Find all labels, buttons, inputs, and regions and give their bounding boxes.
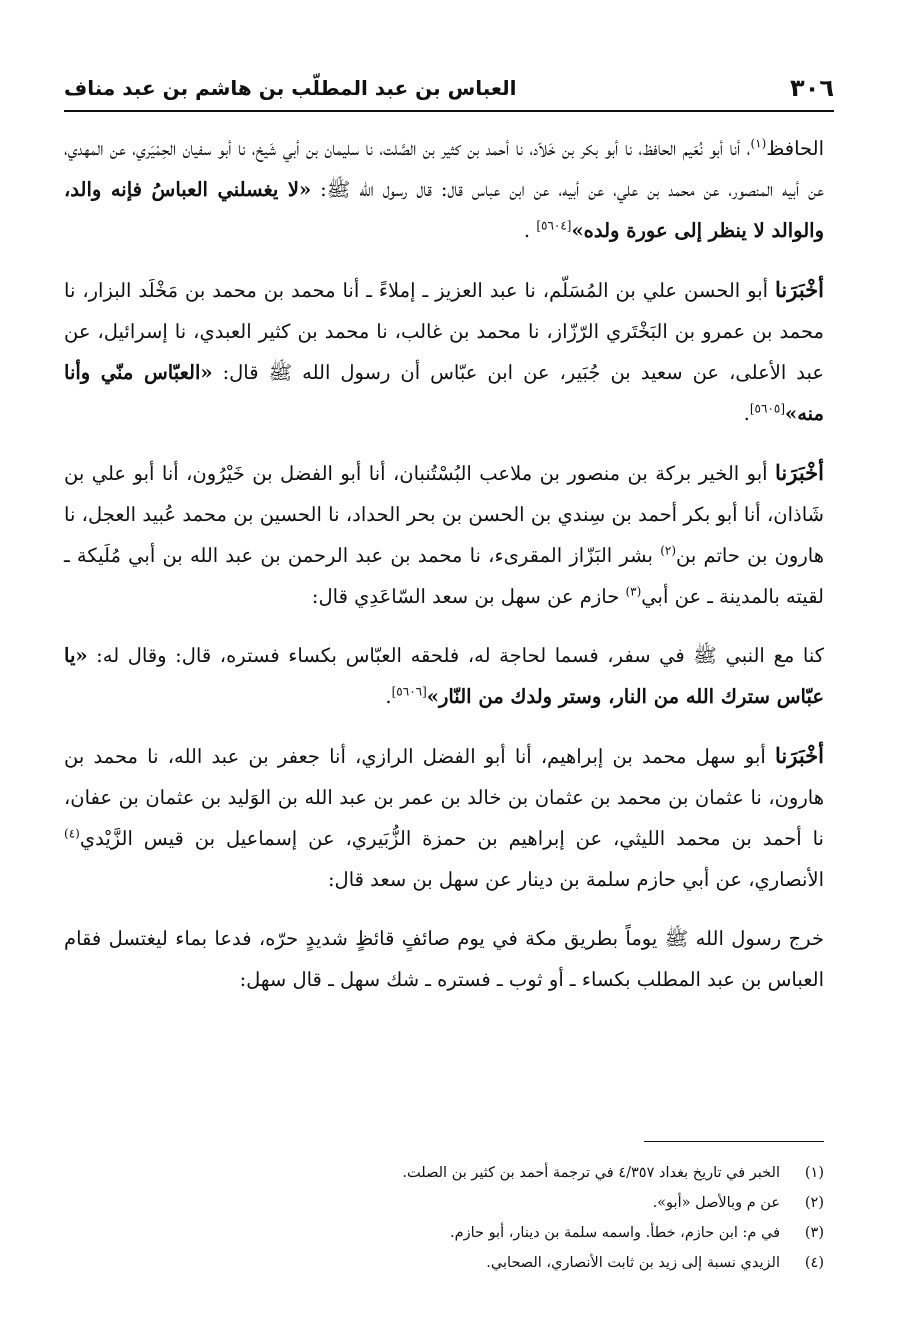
footnote-separator [644, 1141, 824, 1142]
paragraph-text: ، أنا أبو نُعَيم الحافظ، نا أبو بكر بن خَلاّد، نا أحمد بن كثير بن الصَّلت، نا سليمان بن أبي شَيخ، نا أبو سفيان الحِمْيَري، عن المهدي، عن أبيه المنصور، عن محمد بن علي، عن أبيه، عن ابن عباس قال: قال رسول الله ﷺ: [64, 137, 824, 201]
footnote-item [64, 1218, 824, 1248]
footnote-ref: (٤) [64, 826, 80, 841]
page-header [64, 66, 834, 112]
footnote-text: الخبر في تاريخ بغداد ٤/٣٥٧ في ترجمة أحمد بن كثير بن الصلت. [402, 1165, 780, 1181]
footnote-item [64, 1188, 824, 1218]
hadith-number: [٥٦٠٦] [391, 684, 427, 699]
footnotes [64, 1158, 824, 1278]
hadith-number: [٥٦٠٤] [536, 218, 572, 233]
paragraph-1 [64, 128, 824, 251]
paragraph-text: الحافظ [766, 137, 824, 160]
akhbarana-keyword: أخْبَرَنا [775, 460, 824, 485]
footnote-number: (٤) [804, 1255, 824, 1271]
footnote-number: (١) [804, 1165, 824, 1181]
footnote-number: (٢) [804, 1195, 824, 1211]
footnote-text: عن م وبالأصل «أبو». [652, 1195, 780, 1211]
paragraph-text: خرج رسول الله ﷺ يوماً بطريق مكة في يوم صائفٍ قائظٍ شديدٍ حرّه، فدعا بماء ليغتسل فقام العباس بن عبد المطلب بكساء ـ أو ثوب ـ فستره ـ شك سهل ـ قال سهل: [64, 927, 824, 991]
main-text [64, 128, 824, 1018]
footnote-ref: (١) [750, 136, 767, 151]
paragraph-end: . [385, 685, 392, 708]
paragraph-text: بشر البَزّاز المقرىء، نا محمد بن عبد الرحمن بن عبد الله بن أبي مُلَيكة ـ لقيته بالمدينة ـ عن أبي [64, 544, 824, 608]
akhbarana-keyword: أخْبَرَنا [775, 743, 824, 768]
hadith-quote: «لا يغسلني العباسُ فإنه والد، والوالد لا ينظر إلى عورة ولده» [64, 178, 824, 242]
footnote-item [64, 1248, 824, 1278]
paragraph-text: الأنصاري، عن أبي حازم سلمة بن دينار عن سهل بن سعد قال: [327, 868, 824, 891]
akhbarana-keyword: أخْبَرَنا [775, 277, 824, 302]
paragraph-text: كنا مع النبي ﷺ في سفر، فسما لحاجة له، فلحقه العبّاس بكساء فستره، قال: وقال له: [87, 644, 824, 667]
hadith-quote: «العبّاس منّي وأنا منه» [64, 361, 824, 425]
footnote-text: الزيدي نسبة إلى زيد بن ثابت الأنصاري، الصحابي. [486, 1255, 780, 1271]
footnote-number: (٣) [804, 1225, 824, 1241]
footnote-ref: (٢) [660, 543, 677, 558]
paragraph-3 [64, 452, 824, 617]
running-title: العباس بن عبد المطلّب بن هاشم بن عبد مناف [64, 76, 517, 100]
paragraph-6 [64, 918, 824, 1000]
footnote-ref: (٣) [625, 584, 642, 599]
paragraph-end: . [523, 219, 537, 242]
paragraph-4 [64, 635, 824, 717]
paragraph-5 [64, 735, 824, 900]
paragraph-2 [64, 269, 824, 434]
footnote-text: في م: ابن حازم، خطأ. واسمه سلمة بن دينار، أبو حازم. [449, 1225, 780, 1241]
paragraph-end: . [743, 402, 750, 425]
hadith-quote: «يا عبّاس سترك الله من النار، وستر ولدك من النّار» [64, 644, 824, 708]
hadith-number: [٥٦٠٥] [749, 401, 786, 416]
footnote-item [64, 1158, 824, 1188]
paragraph-text: أبو سهل محمد بن إبراهيم، أنا أبو الفضل الرازي، أنا جعفر بن عبد الله، نا محمد بن هارون، نا عثمان بن محمد بن عثمان بن خالد بن عمر بن عبد الله بن الوَليد بن عثمان بن عفان، نا أحمد بن محمد الليثي، عن إبراهيم بن حمزة الزُّبَيري، عن إسماعيل بن قيس الزَّيْدي [64, 745, 824, 850]
paragraph-text: حازم عن سهل بن سعد السّاعَدِي قال: [311, 585, 626, 608]
page-number: ٣٠٦ [790, 74, 834, 102]
paragraph-text: أبو الحسن علي بن المُسَلّم، نا عبد العزيز ـ إملاءً ـ أنا محمد بن محمد بن مَخْلَد البزار، نا محمد بن عمرو بن البَخْتَري الرّزّاز، نا محمد بن غالب، نا محمد بن كثير العبدي، نا إسرائيل، عن عبد الأعلى، عن سعيد بن جُبَير، عن ابن عبّاس أن رسول الله ﷺ قال: [64, 279, 824, 384]
paragraph-text: أبو الخير بركة بن منصور بن ملاعب البُسْتُنبان، أنا أبو الفضل بن خَيْرُون، أنا أبو علي بن شَاذان، أنا أبو بكر أحمد بن سِندي بن الحسن بن بحر الحداد، نا الحسين بن محمد عُبيد العجل، نا هارون بن حاتم بن [64, 462, 824, 567]
